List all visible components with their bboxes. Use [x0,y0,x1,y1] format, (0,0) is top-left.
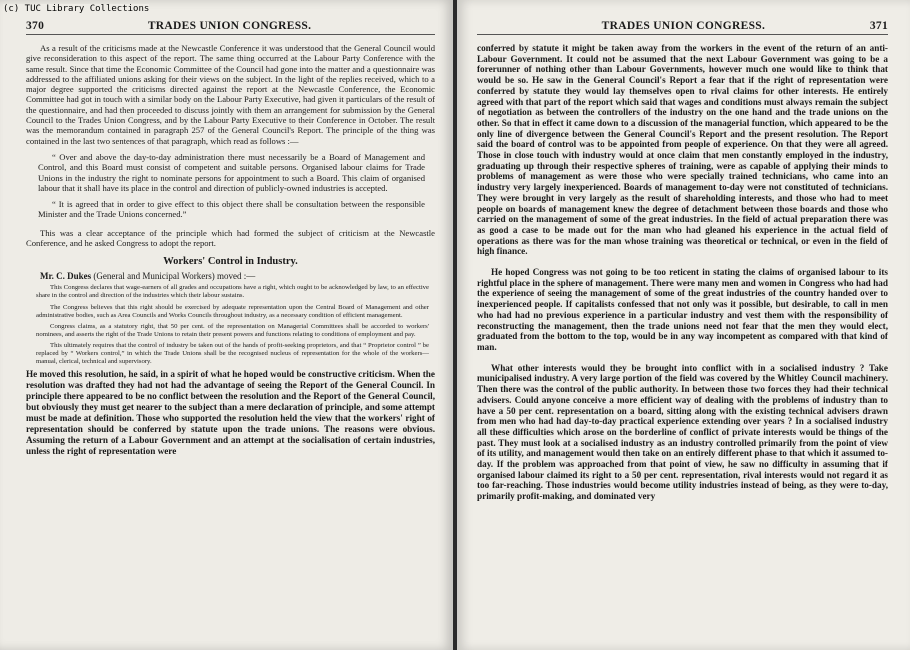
left-page-number: 370 [26,20,45,32]
quote-paragraph-1: “ Over and above the day-to-day administration there must necessarily be a Board of Management and Control, and this Board must consist of competent and suitable persons. Organised labour claims for Trade Unions in the industry the right to nominate persons for appointment to such a Board. This claim of organised labour that it shall have its place in the control and direction of publicly-owned industries is accepted. [38,151,425,193]
resolution-paragraph-1: This Congress declares that wage-earners of all grades and occupations have a right, which ought to be acknowledged by law, to an effective share in the control and direction of the industries which their labour sustains. [36,284,429,300]
resolution-paragraph-3: Congress claims, as a statutory right, that 50 per cent. of the representation on Managerial Committees shall be accorded to workers' nominees, and asserts the right of the Trade Unions to retain their present powers and functions relating to conditions of employment and pay. [36,322,429,338]
right-paragraph-2: He hoped Congress was not going to be too reticent in stating the claims of organised labour to its rightful place in the sphere of management. There were many men and women in Congress who had had the experience of seeing the management of some of the great industries of the country handed over to inexperienced people. If capitalists confessed that not only was it possible, but desirable, to call in men who had had no previous experience in a particular industry and vest them with the responsibility of reconstructing the management, then the trade unions need not fear that the men they would elect, graduated from the bottom to the top, would be in any way incompetent as compared with that kind of man. [477,267,888,352]
speaker-role: (General and Municipal Workers) moved :— [93,271,256,282]
left-paragraph-3: He moved this resolution, he said, in a spirit of what he hoped would be constructive criticism. When the resolution was drafted they had not had the advantage of seeing the Report of the General Council. In principle there appeared to be no conflict between the resolution and the Report of the General Council, but obviously they must get nearer to the subject than a mere declaration of principle, and some attempt must be made at definition. Those who supported the resolution held the view that the workers' right of representation should be conferred by statute upon the trade unions. The reasons were obvious. Assuming the return of a Labour Government and an attempt at the socialisation of certain industries, unless the right of representation were [26,369,435,456]
right-page-number: 371 [869,20,888,32]
left-header-title: TRADES UNION CONGRESS. [147,20,312,32]
quote-paragraph-2: “ It is agreed that in order to give effect to this object there shall be consultation between the responsible Minister and the Trade Unions concerned.” [38,199,425,220]
right-paragraph-3: What other interests would they be brought into conflict with in a socialised industry ? Take municipalised industry. A very large portion of the field was covered by the Whitley Council machinery. Then there was the control of the public authority. In between those two forces they had their technical advisers. Could anyone conceive a more efficient way of dealing with the problems of industry than to have a 50 per cent. representation on a board, sitting along with the existing technical advisers drawn from men who had had day-to-day practical experience extending over years ? In a socialised industry all these difficulties which arose on the borderline of conflict of private interests would be things of the past. They must look at a socialised industry as an industry controlled primarily from the point of view of its utility, and management would then take on an entirely different phase to that which it assumed to-day. If the problem was approached from that point of view, he saw no difficulty in assuming that if organised labour claimed its right to a 50 per cent. representation, rival interests would not regard it as too far-reaching. Those industries would become utility industries instead of being, as they were to-day, primarily profit-making, and dominated very [477,362,888,502]
speaker-name: Mr. C. Dukes [40,271,92,282]
left-page [0,0,453,650]
right-running-head [477,20,888,35]
right-paragraph-1: conferred by statute it might be taken away from the workers in the event of the return of an anti-Labour Government. It could not be assumed that the next Labour Government was going to be a forerunner of nothing other than Labour Governments, however much one would like to think that would be so. He saw in the General Council's Report a fear that if the right of representation were conferred by statute they would lay themselves open to rival claims for other interests. He entirely agreed with that part of the report which said that wages and conditions must always remain the subject of negotiation as between the controllers of the industry on the one hand and the trade unions on the other. So that in effect it came down to a discussion of the managerial function, which appeared to be the only line of divergence between the General Council's Report and the present resolution. The Report said the board of control was to be appointed from people of experience. On that they were all agreed. Those in close touch with industry would at once claim that men constantly employed in the industry, graduating up through their respective spheres of training, were as capable of applying their minds to problems of management as were those who were specially trained technicians, who came into an industry very largely inexperienced. Boards of management to-day were not constituted of technicians. They were brought in very largely as the result of shareholding interests, and those who had to meet people on boards of management knew the degree of detachment between those boards and those who carried on the management of some of the great industries. In the field of actual preparation there was as good a case to be made out for the man who had gleaned his experience in the actual field of operations as there was for the man whose training was theoretical or technical, or even in the field of high finance. [477,43,888,257]
left-paragraph-1: As a result of the criticisms made at the Newcastle Conference it was understood that the General Council would give reconsideration to this aspect of the report. The same thing occurred at the Labour Party Conference with the same result. Since that time the Economic Committee of the Council had gone into the matter and a questionnaire was addressed to the affiliated unions asking for their views on the subject. In the light of the replies received, which to a major degree supported the criticisms directed against the report at the Newcastle Conference, the Economic Committee had got in touch with a similar body on the Labour Party Executive, had given it particulars of the result of the questionnaire, and had then proceeded to discuss jointly with them an arrangement for submission by the General Council to the Trades Union Congress, and by the Labour Party Executive to their Conference in October. The result was the memorandum contained in paragraph 257 of the General Council's Report. The principle of the thing was contained in the last two sentences of that paragraph, which read as follows :— [26,43,435,146]
section-heading: Workers' Control in Industry. [163,256,298,268]
right-header-title: TRADES UNION CONGRESS. [601,20,766,32]
left-running-head [26,20,435,35]
resolution-paragraph-4: This ultimately requires that the control of industry be taken out of the hands of profit-seeking proprietors, and that “ Proprietor control ” be replaced by “ Workers control,” in which the Trade Unions shall be the recognised nucleus of representation for the whole of the workers—manual, clerical, technical and supervisory. [36,341,429,366]
left-paragraph-2: This was a clear acceptance of the principle which had formed the subject of criticism at the Newcastle Conference, and he asked Congress to adopt the report. [26,227,435,249]
watermark: (c) TUC Library Collections [3,4,150,14]
resolution-paragraph-2: The Congress believes that this right should be exercised by adequate representation upon the Central Board of Management and other administrative bodies, such as Area Councils and Works Councils throughout industry, as a necessary condition of efficient management. [36,303,429,319]
speaker-line [26,271,435,282]
right-page [457,0,910,650]
